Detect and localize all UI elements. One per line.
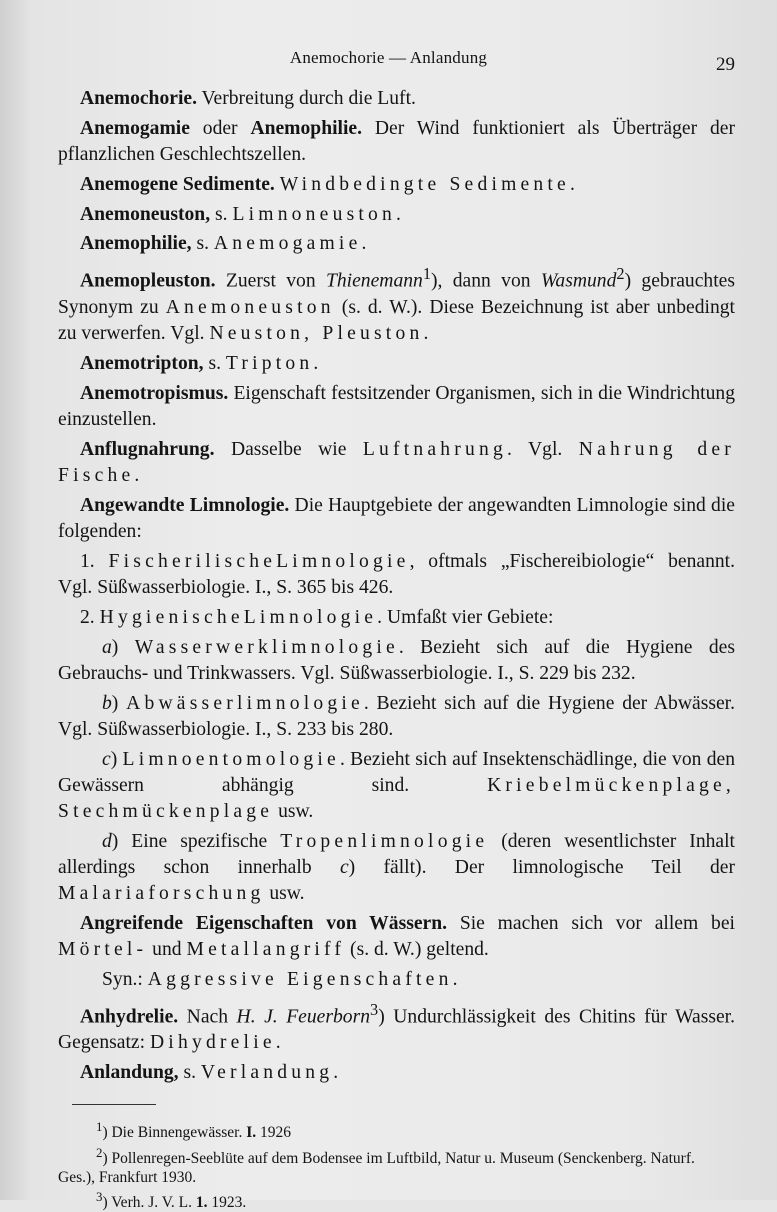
- entry-text: (s. d. W.) geltend.: [345, 939, 489, 961]
- entry-angreifende-eigenschaften: [58, 911, 735, 963]
- entry-text: Zuerst von: [215, 270, 326, 292]
- entry-text: s.: [210, 203, 233, 225]
- entry-text: Nach: [178, 1006, 237, 1028]
- entry-text: Eigenschaft festsitzender Organismen, sich in die Windrichtung einzustellen.: [58, 382, 735, 430]
- footnote-volume: I.: [246, 1124, 257, 1142]
- entry-anemochorie: [58, 86, 735, 112]
- entry-anemotropismus: [58, 381, 735, 433]
- entry-anemogamie: [58, 116, 735, 168]
- sub-item: d) Eine spezifische Tropenlimnologie (deren wesentlichster Inhalt allerdings schon innerhalb c) fällt). Der limnologische Teil der Malariaforschung usw.: [58, 830, 736, 905]
- entry-anlandung: [58, 1060, 735, 1086]
- entry-text: ) fällt). Der limnologische Teil der: [348, 856, 736, 878]
- entry-anemopleuston: [58, 261, 735, 347]
- entry-text: .: [313, 352, 319, 374]
- headword: Anhydrelie.: [80, 1006, 179, 1028]
- entry-text: Der Wind funktioniert als Überträger der pflanzlichen Geschlechtszellen.: [58, 117, 735, 165]
- footnote-text: ) Verh. J. V. L.: [102, 1193, 196, 1211]
- spaced-reference: Tripton: [225, 352, 314, 374]
- spaced-reference: Wasserwerklimnologie: [134, 636, 399, 658]
- entry-text: .: [452, 968, 458, 990]
- sub-item: b) Abwässerlimnologie. Bezieht sich auf die Hygiene der Abwässer. Vgl. Süßwasserbiologie. I., S. 233 bis 280.: [58, 692, 735, 740]
- headword: Anlandung,: [80, 1062, 179, 1084]
- sub-item: c) Limnoentomologie. Bezieht sich auf Insektenschädlinge, die von den Gewässern abhängig sind. Kriebelmückenplage, Stechmückenplage usw.: [58, 748, 735, 822]
- footnote-ref: 2: [616, 264, 625, 284]
- entry-text: usw.: [264, 883, 305, 905]
- spaced-reference: Verlandung: [200, 1062, 334, 1084]
- entry-text: . Vgl.: [507, 438, 579, 460]
- spaced-reference: Nahrung der Fische: [58, 438, 735, 486]
- entry-text: Dasselbe wie: [214, 438, 363, 460]
- spaced-reference: Abwässerlimnologie: [126, 692, 364, 714]
- synonym-line: [58, 967, 735, 993]
- entry-text: .: [134, 464, 140, 486]
- headword: Anemochorie.: [80, 88, 197, 109]
- entry-text: Verbreitung durch die Luft.: [197, 88, 416, 109]
- headword: Anemophilie.: [250, 117, 363, 139]
- entry-text: (deren wesentlichster Inhalt allerdings schon innerhalb: [58, 830, 735, 878]
- sub-letter: b: [102, 692, 112, 714]
- list-number: 2.: [80, 606, 100, 628]
- entry-text: ) Undurchlässigkeit des Chitins für Wasser. Gegensatz:: [58, 1006, 736, 1054]
- headword: Anemopleuston.: [80, 270, 216, 292]
- list-item: [58, 605, 735, 631]
- footnote-ref: 3: [370, 999, 379, 1019]
- entry-text: .: [569, 173, 575, 195]
- synonym-label: Syn.:: [102, 968, 148, 990]
- sub-letter: d: [102, 830, 112, 852]
- footnote-volume: 1.: [195, 1193, 208, 1211]
- entry-text: s.: [191, 233, 214, 255]
- headword: Anemophilie,: [80, 233, 192, 255]
- entry-text: oder: [189, 117, 251, 139]
- headword: Anemogene Sedimente.: [80, 173, 275, 195]
- sub-letter: c: [339, 856, 349, 878]
- spaced-reference: Anemogamie: [213, 233, 362, 255]
- sub-letter: a: [102, 636, 112, 658]
- spaced-reference: Limnoneuston: [232, 203, 397, 225]
- entry-angewandte-limnologie: [58, 493, 735, 545]
- entry-text: ), dann von: [431, 270, 541, 292]
- entry-text: .: [361, 233, 367, 255]
- entry-anemophilie: [58, 231, 735, 257]
- entry-text: ) gebrauchtes Synonym zu: [58, 270, 735, 318]
- entry-text: .: [333, 1062, 339, 1084]
- entry-text: .: [423, 323, 429, 345]
- author-name: Wasmund: [540, 270, 617, 292]
- sub-item: a) Wasserwerklimnologie. Bezieht sich auf die Hygiene des Gebrauchs- und Trinkwassers. Vgl. Süßwasserbiologie. I., S. 229 bis 232.: [58, 636, 735, 684]
- page-number: 29: [716, 54, 735, 75]
- footnote: [58, 1187, 735, 1212]
- author-name: H. J. Feuerborn: [236, 1006, 371, 1028]
- footnote-mark: 3: [96, 1188, 103, 1204]
- entry-text: (s. d. W.). Diese Bezeichnung ist aber unbedingt zu verwerfen. Vgl.: [58, 296, 735, 345]
- spaced-reference: Neuston, Pleuston: [209, 323, 424, 345]
- headword: Anflugnahrung.: [80, 438, 215, 460]
- page-body: [58, 86, 735, 1212]
- spaced-reference: Aggressive Eigenschaften: [147, 968, 453, 990]
- footnote-divider: [72, 1104, 156, 1105]
- entry-text: Eine spezifische: [118, 830, 281, 852]
- footnote-mark: 1: [96, 1119, 103, 1135]
- entry-text: . Bezieht sich auf die Hygiene der Abwässer. Vgl. Süßwasserbiologie. I., S. 233 bis 280.: [58, 692, 735, 740]
- footnote-text: ) Pollenregen-Seeblüte auf dem Bodensee im Luftbild, Natur u. Museum (Senckenberg. Naturf. Ges.), Frankfurt 1930.: [58, 1149, 695, 1186]
- spaced-reference: Mörtel-: [58, 939, 148, 961]
- entry-text: und: [147, 939, 187, 961]
- running-head: [0, 46, 777, 76]
- footnote-text: 1923.: [207, 1193, 247, 1211]
- headword: Anemogamie: [80, 117, 190, 139]
- footnote-mark: 2: [96, 1144, 103, 1160]
- entry-anemoneuston: [58, 202, 735, 228]
- entry-text: . Bezieht sich auf Insektenschädlinge, die von den Gewässern abhängig sind.: [58, 748, 735, 796]
- entry-text: . Umfaßt vier Gebiete:: [377, 606, 554, 628]
- footnote: [58, 1117, 735, 1142]
- spaced-reference: Kriebelmückenplage, Stechmückenplage: [58, 774, 735, 822]
- spaced-reference: HygienischeLimnologie: [99, 606, 378, 628]
- spaced-reference: Windbedingte Sedimente: [279, 173, 570, 195]
- entry-text: Die Hauptgebiete der angewandten Limnologie sind die folgenden:: [58, 494, 735, 542]
- footnote-text: 1926: [256, 1124, 292, 1142]
- entry-text: Sie machen sich vor allem bei: [447, 912, 735, 934]
- spaced-reference: Luftnahrung: [362, 438, 508, 460]
- entry-text: .: [396, 203, 401, 225]
- entry-text: s.: [178, 1062, 201, 1084]
- entry-text: , oftmals „Fischereibiologie“ benannt. Vgl. Süßwasserbiologie. I., S. 365 bis 426.: [58, 550, 735, 598]
- entry-anhydrelie: [58, 997, 735, 1057]
- spaced-reference: FischerilischeLimnologie: [108, 550, 410, 572]
- running-title: Anemochorie — Anlandung: [289, 48, 488, 67]
- spaced-reference: Malariaforschung: [58, 883, 265, 905]
- footnote-text: ) Die Binnengewässer.: [102, 1124, 247, 1142]
- footnote-ref: 1: [422, 264, 432, 284]
- list-item: [58, 549, 735, 601]
- spaced-reference: Limnoentomologie: [122, 748, 340, 770]
- spaced-reference: Metallangriff: [186, 939, 346, 961]
- author-name: Thienemann: [325, 270, 423, 292]
- spaced-reference: Anemoneuston: [165, 296, 335, 318]
- entry-anflugnahrung: [58, 437, 735, 489]
- headword: Anemotropismus.: [80, 382, 229, 404]
- headword: Anemoneuston,: [80, 203, 211, 225]
- entry-text: s.: [203, 352, 226, 374]
- spaced-reference: Tropenlimnologie: [280, 830, 489, 852]
- footnote: [58, 1143, 735, 1187]
- spaced-reference: Dihydrelie: [149, 1032, 276, 1054]
- entry-text: .: [275, 1032, 281, 1054]
- entry-text: usw.: [273, 800, 314, 822]
- headword: Angreifende Eigenschaften von Wässern.: [80, 912, 448, 934]
- entry-text: . Bezieht sich auf die Hygiene des Gebrauchs- und Trinkwassers. Vgl. Süßwasserbiologie. I., S. 229 bis 232.: [58, 636, 735, 684]
- entry-anemotripton: [58, 351, 735, 377]
- entry-anemogene-sedimente: [58, 172, 735, 198]
- list-number: 1.: [80, 550, 109, 572]
- headword: Angewandte Limnologie.: [80, 494, 290, 516]
- sub-letter: c: [102, 748, 111, 770]
- headword: Anemotripton,: [80, 352, 204, 374]
